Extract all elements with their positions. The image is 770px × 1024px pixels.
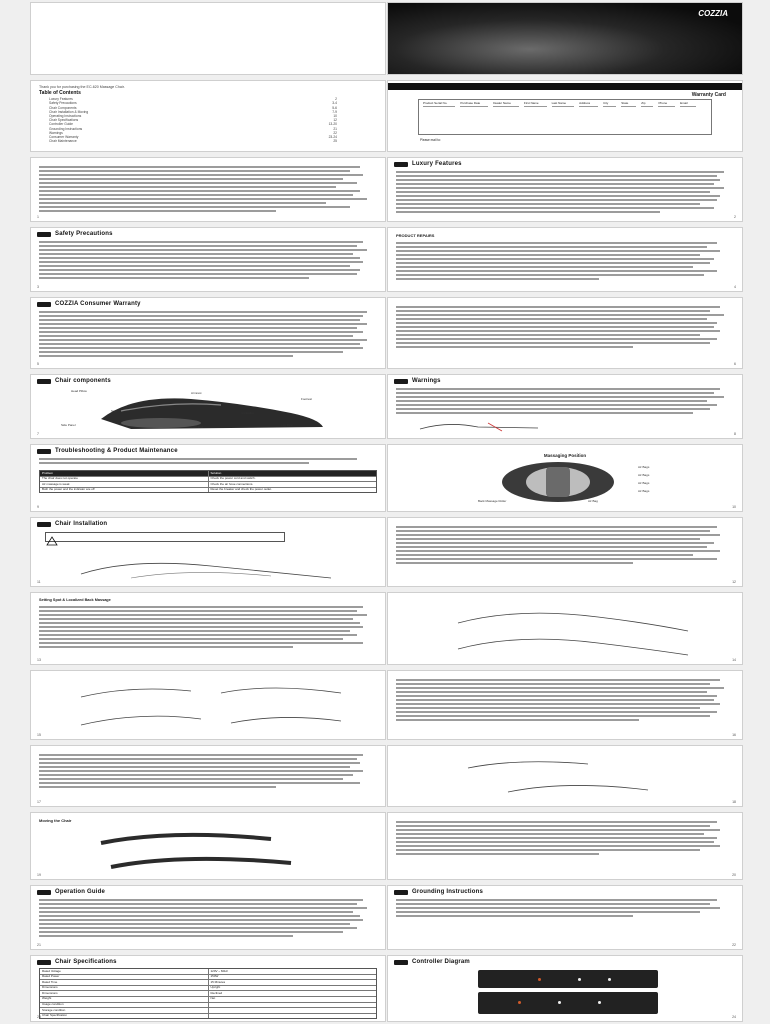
section-heading: Controller Diagram bbox=[412, 959, 470, 965]
warranty-card-page bbox=[387, 80, 743, 152]
table-row bbox=[40, 1007, 376, 1013]
component-label: Armrest bbox=[191, 391, 202, 395]
warranty-form bbox=[418, 99, 712, 135]
page-number: 5 bbox=[37, 362, 39, 366]
warranty-field-label: Address bbox=[579, 102, 598, 107]
controller-button bbox=[578, 978, 581, 981]
massaging-position-label: Air Bag bbox=[588, 499, 598, 503]
table-cell: Chair Specification bbox=[42, 1013, 68, 1018]
section-heading: COZZIA Consumer Warranty bbox=[55, 301, 141, 307]
table-cell: Dimensions bbox=[42, 990, 58, 995]
page-number: 12 bbox=[732, 580, 736, 584]
massaging-position-label: Air Bags bbox=[638, 473, 650, 477]
section-heading: PRODUCT REPAIRS bbox=[396, 233, 435, 238]
page-number: 15 bbox=[37, 733, 41, 737]
table-cell: Dimensions bbox=[42, 985, 58, 990]
table-cell: Net bbox=[208, 997, 377, 1002]
page-number: 16 bbox=[732, 733, 736, 737]
section-heading: Luxury Features bbox=[412, 161, 462, 167]
toc-item-page: 22 bbox=[333, 130, 337, 135]
table-row bbox=[40, 481, 376, 487]
table-cell: Weight bbox=[42, 996, 52, 1001]
toc-item-label: Chair Components bbox=[49, 105, 77, 110]
section-marker-icon bbox=[37, 379, 51, 384]
installation-steps-illustration bbox=[428, 603, 708, 659]
controller-button bbox=[598, 1001, 601, 1004]
warranty-field-label: Dealer Name bbox=[493, 102, 519, 107]
controller-button bbox=[558, 1001, 561, 1004]
consumer-warranty-page bbox=[30, 297, 386, 369]
toc-item-label: Safety Precautions bbox=[49, 101, 77, 106]
toc-item bbox=[49, 139, 337, 143]
warranty-field-label: City bbox=[603, 102, 616, 107]
section-marker-icon bbox=[394, 162, 408, 167]
toc-item-label: Operating Instructions bbox=[49, 114, 82, 118]
table-cell: Check the power cord and switch. bbox=[208, 477, 377, 482]
luxury-features-page bbox=[387, 157, 743, 222]
warranty-field-label: Purchase Date bbox=[460, 102, 488, 107]
page-number: 8 bbox=[734, 432, 736, 436]
table-row bbox=[40, 990, 376, 996]
component-label: Leg Rest bbox=[281, 423, 294, 427]
table-cell: 120V ~ 60Hz bbox=[208, 969, 377, 974]
toc-item-page: 25 bbox=[333, 139, 337, 144]
warning-illustration bbox=[418, 419, 558, 433]
table-cell: Upright bbox=[208, 986, 377, 991]
toc-item-label: Warnings bbox=[49, 130, 63, 135]
page-number: 10 bbox=[732, 505, 736, 509]
installation-page bbox=[30, 517, 386, 587]
cover-page bbox=[387, 2, 743, 75]
warranty-field-label: Email bbox=[680, 102, 696, 107]
controller-button bbox=[538, 978, 541, 981]
operation-text-page bbox=[387, 670, 743, 740]
massaging-position-label: Air Bags bbox=[638, 465, 650, 469]
section-marker-icon bbox=[37, 232, 51, 237]
programs-page bbox=[30, 745, 386, 807]
section-heading: Chair Installation bbox=[55, 521, 108, 527]
features-list-page bbox=[30, 157, 386, 222]
moving-chair-page bbox=[30, 812, 386, 880]
product-repairs-page bbox=[387, 227, 743, 292]
troubleshooting-page bbox=[30, 444, 386, 512]
page-number: 20 bbox=[732, 873, 736, 877]
massaging-position-label: Air Bags bbox=[638, 489, 650, 493]
page-number: 2 bbox=[734, 215, 736, 219]
table-cell bbox=[208, 1003, 377, 1008]
section-marker-icon bbox=[394, 890, 408, 895]
toc-item-page: 12 bbox=[333, 118, 337, 123]
controller-button bbox=[608, 978, 611, 981]
table-row bbox=[40, 487, 376, 493]
section-heading: Moving the Chair bbox=[39, 818, 72, 823]
table-row bbox=[40, 1013, 376, 1019]
manual-title: Instruction Manual EC-620 bbox=[508, 92, 556, 97]
installation-steps-2-page bbox=[387, 592, 743, 665]
warranty-field-label: Phone bbox=[658, 102, 675, 107]
blank-page bbox=[30, 2, 386, 75]
page-number: 4 bbox=[734, 285, 736, 289]
component-label: Seat bbox=[111, 409, 118, 413]
moving-chair-illustration bbox=[71, 827, 351, 877]
warranty-mail-to: Please mail to: bbox=[420, 138, 441, 142]
section-marker-icon bbox=[37, 449, 51, 454]
table-cell: Air massage is weak bbox=[42, 481, 70, 486]
controller-button bbox=[518, 1001, 521, 1004]
operation-steps-illustration bbox=[61, 679, 361, 735]
setting-up-page bbox=[30, 592, 386, 665]
page-number: 11 bbox=[37, 580, 41, 584]
page-number: 23 bbox=[37, 1015, 41, 1019]
cover-chair-photo bbox=[388, 3, 742, 74]
installation-caution-box bbox=[45, 532, 285, 542]
table-cell: Usage condition bbox=[42, 1002, 64, 1007]
page-number: 22 bbox=[732, 943, 736, 947]
component-label: Controller bbox=[241, 411, 255, 415]
table-cell: Reset the breaker and check the power outlet. bbox=[208, 488, 377, 493]
table-cell: Reclined bbox=[208, 991, 377, 996]
table-cell: 150W bbox=[208, 975, 377, 980]
toc-list bbox=[39, 97, 377, 143]
component-label: Side Panel bbox=[61, 423, 76, 427]
warranty-field-label: Zip bbox=[641, 102, 653, 107]
massaging-position-label: Back Massage Roller bbox=[478, 499, 507, 503]
component-label: Footrest bbox=[301, 397, 313, 401]
table-row bbox=[40, 1002, 376, 1008]
toc-heading: Table of Contents bbox=[39, 90, 81, 97]
page-number: 7 bbox=[37, 432, 39, 436]
section-heading: Operation Guide bbox=[55, 889, 106, 895]
table-row bbox=[40, 476, 376, 482]
specifications-page bbox=[30, 955, 386, 1022]
leg-rest-illustration bbox=[448, 754, 688, 804]
toc-item-page: 7-9 bbox=[332, 109, 337, 114]
operation-guide-page bbox=[30, 885, 386, 950]
warranty-field-label: First Name bbox=[524, 102, 547, 107]
toc-item-label: Chair Maintenance bbox=[49, 139, 77, 144]
grounding-page bbox=[387, 885, 743, 950]
table-cell: Storage condition bbox=[42, 1007, 66, 1012]
moving-text-page bbox=[387, 812, 743, 880]
toc-page bbox=[30, 80, 386, 152]
massage-chair-top-view bbox=[488, 459, 628, 505]
page-number: 19 bbox=[37, 873, 41, 877]
section-heading: Chair components bbox=[55, 378, 111, 384]
page-number: 14 bbox=[732, 658, 736, 662]
table-cell: Check the air hose connections. bbox=[208, 482, 377, 487]
safety-precautions-page bbox=[30, 227, 386, 292]
table-header-cell: Problem bbox=[40, 471, 208, 476]
section-marker-icon bbox=[394, 379, 408, 384]
section-heading: Safety Precautions bbox=[55, 231, 113, 237]
table-cell: Rated Time bbox=[42, 979, 58, 984]
table-row bbox=[40, 996, 376, 1002]
page-number: 18 bbox=[732, 800, 736, 804]
toc-intro: Thank you for purchasing the EC-620 Massage Chair. bbox=[39, 85, 125, 89]
section-heading: Grounding Instructions bbox=[412, 889, 484, 895]
toc-item-label: Chair Specifications bbox=[49, 118, 79, 123]
page-number: 1 bbox=[37, 215, 39, 219]
massaging-position-page bbox=[387, 444, 743, 512]
warranty-field-label: State bbox=[621, 102, 636, 107]
toc-item-page: 10 bbox=[333, 114, 337, 118]
section-heading: Chair Specifications bbox=[55, 959, 117, 965]
warranty-terms-page bbox=[387, 297, 743, 369]
table-cell: Rated Voltage bbox=[42, 968, 61, 973]
page-number: 21 bbox=[37, 943, 41, 947]
table-cell: Both the power and the indicator are off bbox=[42, 487, 95, 492]
installation-steps-page bbox=[387, 517, 743, 587]
specs-table bbox=[39, 968, 377, 1019]
section-marker-icon bbox=[394, 960, 408, 965]
controller-top-panel bbox=[478, 970, 658, 988]
toc-item-page: 5-6 bbox=[332, 105, 337, 110]
section-heading: Troubleshooting & Product Maintenance bbox=[55, 448, 178, 454]
page-number: 9 bbox=[37, 505, 39, 509]
table-header-row bbox=[40, 471, 376, 476]
table-row bbox=[40, 969, 376, 974]
toc-item-page: 2 bbox=[335, 97, 337, 102]
toc-item-page: 21 bbox=[333, 126, 337, 131]
section-heading: Setting Spot & Localized Back Massage bbox=[39, 598, 111, 602]
massaging-position-label: Air Bags bbox=[638, 481, 650, 485]
table-cell: Rated Power bbox=[42, 974, 60, 979]
component-label: Foot Pad bbox=[191, 425, 204, 429]
controller-bottom-panel bbox=[478, 992, 658, 1014]
page-number: 6 bbox=[734, 362, 736, 366]
section-marker-icon bbox=[37, 302, 51, 307]
toc-item-label: Consumer Warranty bbox=[49, 135, 79, 140]
toc-item-label: Luxury Features bbox=[49, 97, 73, 102]
page-number: 17 bbox=[37, 800, 41, 804]
page-number: 3 bbox=[37, 285, 39, 289]
warnings-page bbox=[387, 374, 743, 439]
component-label: Head Pillow bbox=[71, 389, 87, 393]
controller-diagram-page bbox=[387, 955, 743, 1022]
table-header-cell: Solution bbox=[208, 471, 377, 476]
leg-rest-page bbox=[387, 745, 743, 807]
toc-item-page: 13-20 bbox=[328, 122, 337, 127]
section-marker-icon bbox=[37, 522, 51, 527]
section-heading: Massaging Position bbox=[543, 453, 587, 458]
toc-item-label: Controller Guide bbox=[49, 122, 74, 127]
operation-steps-page bbox=[30, 670, 386, 740]
installation-step-illustration bbox=[71, 554, 351, 584]
table-cell bbox=[208, 1008, 377, 1013]
toc-item-label: Chair Installation & Moving bbox=[49, 109, 89, 114]
warning-triangle-icon bbox=[46, 536, 58, 546]
toc-item-label: Grounding Instructions bbox=[49, 126, 83, 131]
table-row bbox=[40, 979, 376, 985]
troubleshooting-table bbox=[39, 470, 377, 493]
section-marker-icon bbox=[37, 960, 51, 965]
table-cell: 15 Minutes bbox=[208, 980, 377, 985]
warranty-card-title: Warranty Card bbox=[691, 92, 726, 98]
page-number: 24 bbox=[732, 1015, 736, 1019]
toc-item-page: 3-4 bbox=[332, 101, 337, 106]
table-cell bbox=[208, 1014, 377, 1019]
table-row bbox=[40, 974, 376, 980]
chair-components-page bbox=[30, 374, 386, 439]
page-number: 13 bbox=[37, 658, 41, 662]
warranty-field-label: Last Name bbox=[552, 102, 575, 107]
warranty-field-label: Product Serial No. bbox=[423, 102, 455, 107]
section-heading: Warnings bbox=[412, 378, 441, 384]
cover-brand-logo: COZZIA bbox=[698, 9, 728, 18]
chair-side-illustration bbox=[91, 389, 331, 434]
table-cell: The chair does not operate bbox=[42, 476, 78, 481]
section-marker-icon bbox=[37, 890, 51, 895]
table-row bbox=[40, 985, 376, 991]
toc-item-page: 23-24 bbox=[328, 135, 337, 140]
